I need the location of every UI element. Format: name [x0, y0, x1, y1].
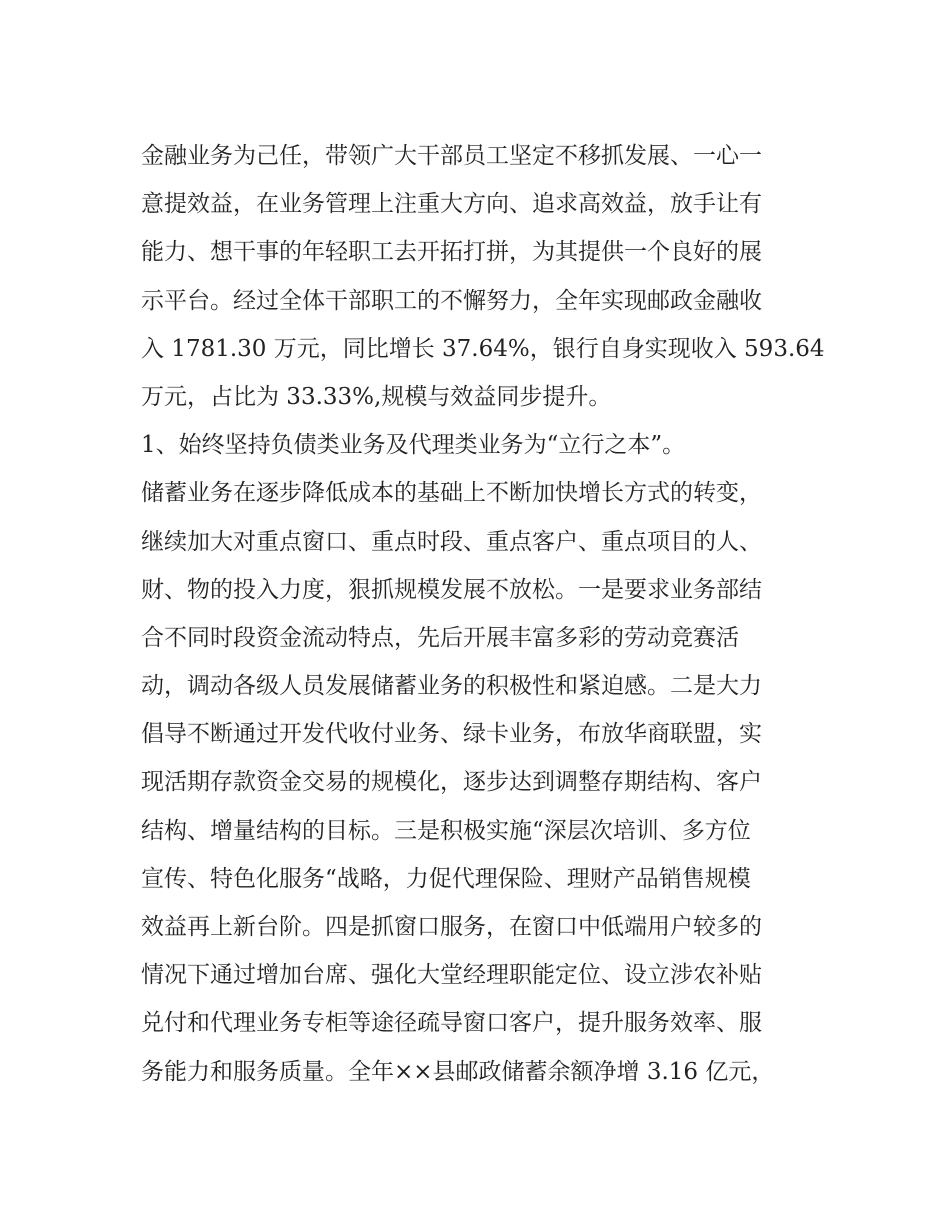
- text-line: 兑付和代理业务专柜等途径疏导窗口客户，提升服务效率、服: [141, 1010, 762, 1037]
- text-line: 现活期存款资金交易的规模化，逐步达到调整存期结构、客户: [141, 769, 762, 796]
- text-line: 金融业务为己任，带领广大干部员工坚定不移抓发展、一心一: [141, 143, 762, 169]
- text-line: 情况下通过增加台席、强化大堂经理职能定位、设立涉农补贴: [141, 962, 762, 989]
- text-line: 动，调动各级人员发展储蓄业务的积极性和紧迫感。二是大力: [141, 673, 762, 700]
- text-line: 继续加大对重点窗口、重点时段、重点客户、重点项目的人、: [141, 528, 762, 555]
- text-line: 宣传、特色化服务“战略，力促代理保险、理财产品销售规模: [141, 865, 751, 892]
- text-line: 效益再上新台阶。四是抓窗口服务，在窗口中低端用户较多的: [141, 914, 762, 940]
- text-line: 财、物的投入力度，狠抓规模发展不放松。一是要求业务部结: [141, 576, 762, 603]
- text-line: 结构、增量结构的目标。三是积极实施“深层次培训、多方位: [141, 817, 751, 844]
- body-text: [141, 132, 825, 1096]
- text-line: 意提效益，在业务管理上注重大方向、追求高效益，放手让有: [141, 191, 762, 218]
- text-line: 示平台。经过全体干部职工的不懈努力，全年实现邮政金融收: [141, 287, 762, 314]
- text-line: 入 1781.30 万元，同比增长 37.64%，银行自身实现收入 593.64: [141, 335, 825, 362]
- text-line: 储蓄业务在逐步降低成本的基础上不断加快增长方式的转变，: [141, 480, 762, 507]
- text-line: 合不同时段资金流动特点，先后开展丰富多彩的劳动竞赛活: [141, 624, 739, 651]
- section-heading: 1、始终坚持负债类业务及代理类业务为“立行之本”。: [141, 432, 686, 459]
- text-line: 倡导不断通过开发代收付业务、绿卡业务，布放华商联盟，实: [141, 721, 762, 748]
- text-line: 能力、想干事的年轻职工去开拓打拼，为其提供一个良好的展: [141, 239, 762, 266]
- text-line: 万元，占比为 33.33%,规模与效益同步提升。: [141, 383, 612, 410]
- text-line: 务能力和服务质量。全年××县邮政储蓄余额净增 3.16 亿元，: [141, 1058, 775, 1085]
